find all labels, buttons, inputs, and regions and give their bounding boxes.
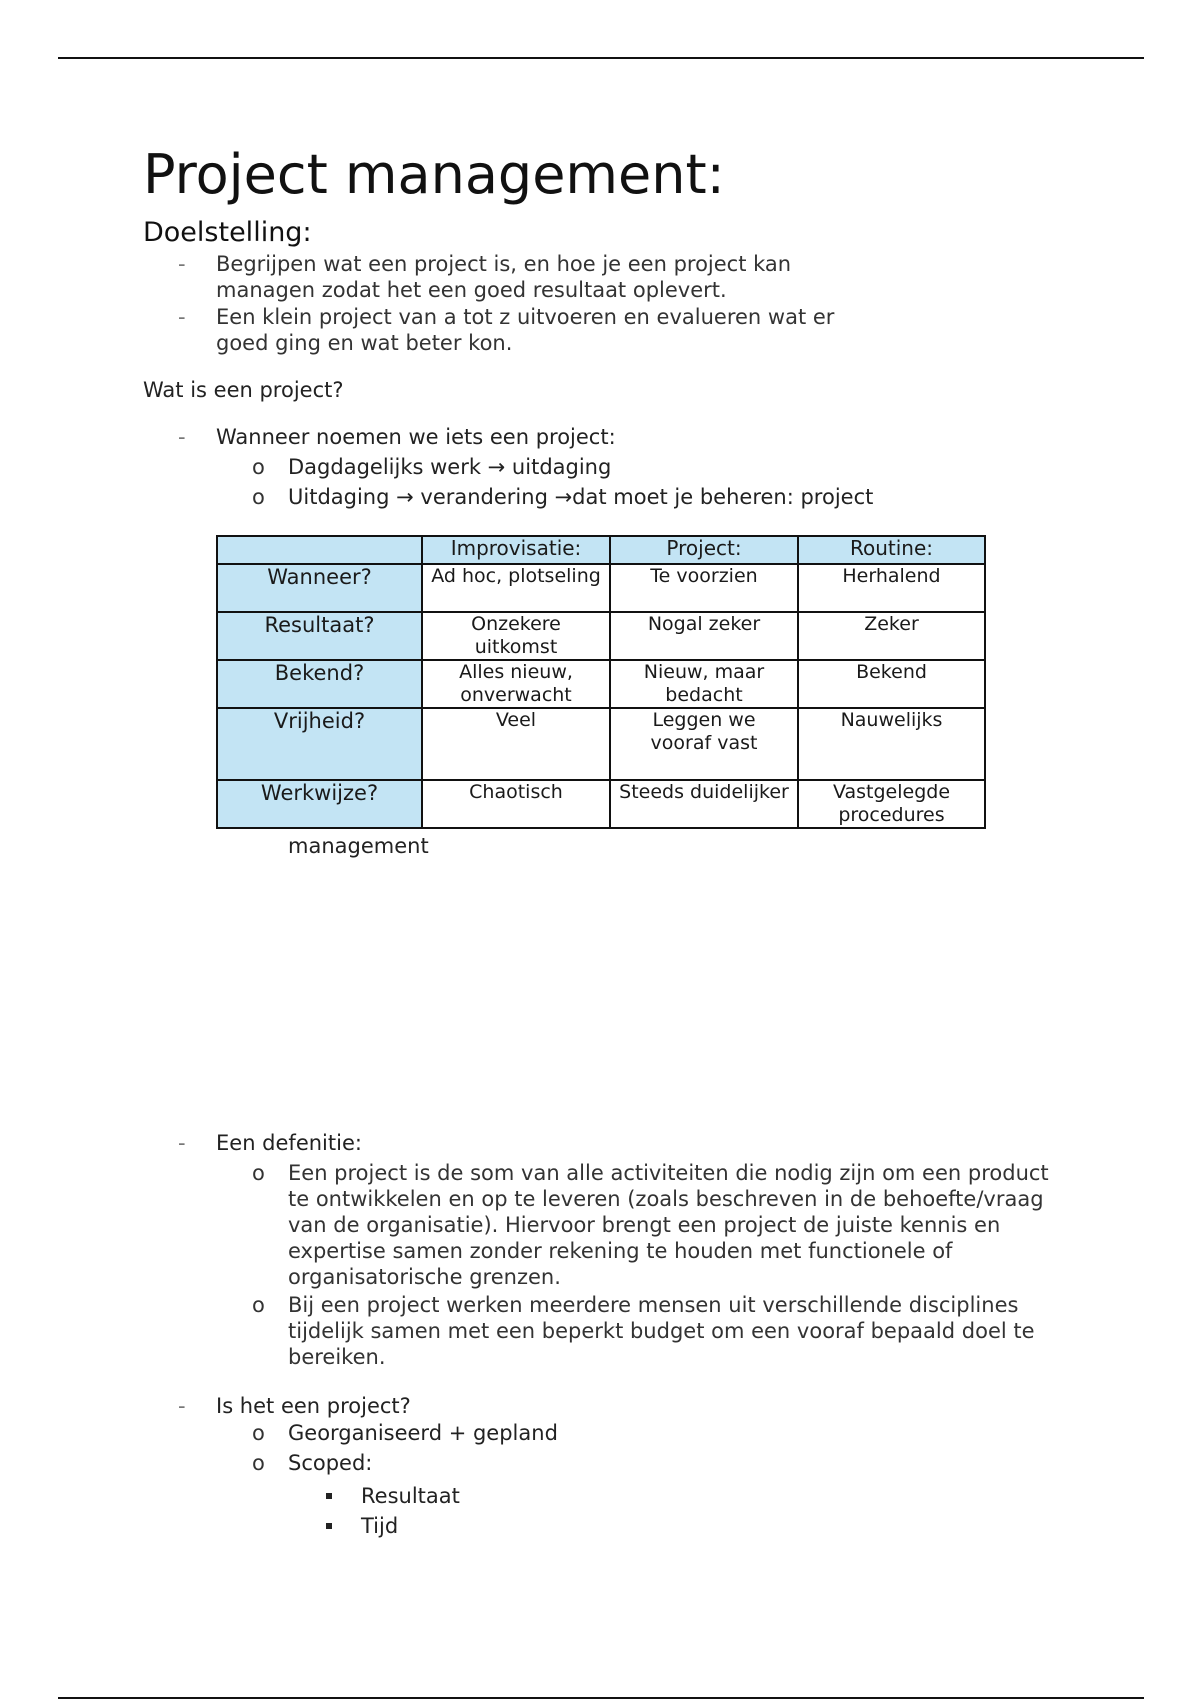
top-rule <box>58 57 1144 59</box>
is-project-item: o Georganiseerd + gepland <box>288 1420 558 1446</box>
table-row <box>217 708 985 780</box>
is-project-label: - Is het een project? <box>216 1393 411 1419</box>
section-heading: Wat is een project? <box>143 378 344 402</box>
definition-sublist <box>288 1160 1058 1370</box>
table-cell: Te voorzien <box>610 564 798 612</box>
goal-item: - Begrijpen wat een project is, en hoe je een project kan managen zodat het een goed resultaat oplevert. <box>216 251 856 303</box>
table-cell: Steeds duidelijker <box>610 780 798 828</box>
table-cell: Leggen we vooraf vast <box>610 708 798 780</box>
table-row-label: Vrijheid? <box>217 708 422 780</box>
table-row-label: Werkwijze? <box>217 780 422 828</box>
definition-list <box>216 1130 362 1156</box>
when-item: o Uitdaging → verandering →dat moet je beheren: project <box>288 484 873 510</box>
table-row-label: Resultaat? <box>217 612 422 660</box>
table-trailing-text: management <box>288 834 429 858</box>
table-corner-cell <box>217 536 422 564</box>
bottom-rule <box>58 1697 1144 1699</box>
scoped-item: Tijd <box>361 1513 460 1539</box>
table-row <box>217 564 985 612</box>
table-header: Improvisatie: <box>422 536 610 564</box>
is-project-item: o Scoped: <box>288 1450 558 1476</box>
table-cell: Chaotisch <box>422 780 610 828</box>
table-cell: Alles nieuw, onverwacht <box>422 660 610 708</box>
goal-item: - Een klein project van a tot z uitvoeren en evalueren wat er goed ging en wat beter kon. <box>216 304 856 356</box>
definition-item: o Bij een project werken meerdere mensen uit verschillende disciplines tijdelijk samen met een beperkt budget om een vooraf bepaald doel te bereiken. <box>288 1292 1058 1370</box>
definition-item: o Een project is de som van alle activiteiten die nodig zijn om een product te ontwikkelen en op te leveren (zoals beschreven in de behoefte/vraag van de organisatie). Hiervoor brengt een project de juiste kennis en expertise samen zonder rekening te houden met functionele of organisatorische grenzen. <box>288 1160 1058 1290</box>
table-cell: Veel <box>422 708 610 780</box>
table-row <box>217 612 985 660</box>
when-label: - Wanneer noemen we iets een project: <box>216 424 616 450</box>
table-cell: Zeker <box>798 612 985 660</box>
page-title: Project management: <box>143 143 725 206</box>
scoped-sublist <box>361 1483 460 1539</box>
table-cell: Vastgelegde procedures <box>798 780 985 828</box>
scoped-item: Resultaat <box>361 1484 460 1508</box>
goals-list <box>216 251 856 357</box>
is-project-list <box>216 1393 411 1419</box>
when-sublist <box>288 454 873 510</box>
table-header-row <box>217 536 985 564</box>
subtitle-doelstelling: Doelstelling: <box>143 217 312 248</box>
when-item: o Dagdagelijks werk → uitdaging <box>288 454 873 480</box>
table-row-label: Wanneer? <box>217 564 422 612</box>
table-cell: Nieuw, maar bedacht <box>610 660 798 708</box>
when-list <box>216 424 616 450</box>
table-row <box>217 780 985 828</box>
comparison-table <box>216 535 986 829</box>
table-cell: Nauwelijks <box>798 708 985 780</box>
table-header: Project: <box>610 536 798 564</box>
table-cell: Ad hoc, plotseling <box>422 564 610 612</box>
table-cell: Herhalend <box>798 564 985 612</box>
table-cell: Bekend <box>798 660 985 708</box>
table-row <box>217 660 985 708</box>
table-header: Routine: <box>798 536 985 564</box>
definition-label: - Een defenitie: <box>216 1130 362 1156</box>
is-project-sublist <box>288 1420 558 1476</box>
table-row-label: Bekend? <box>217 660 422 708</box>
table-cell: Nogal zeker <box>610 612 798 660</box>
table-cell: Onzekere uitkomst <box>422 612 610 660</box>
